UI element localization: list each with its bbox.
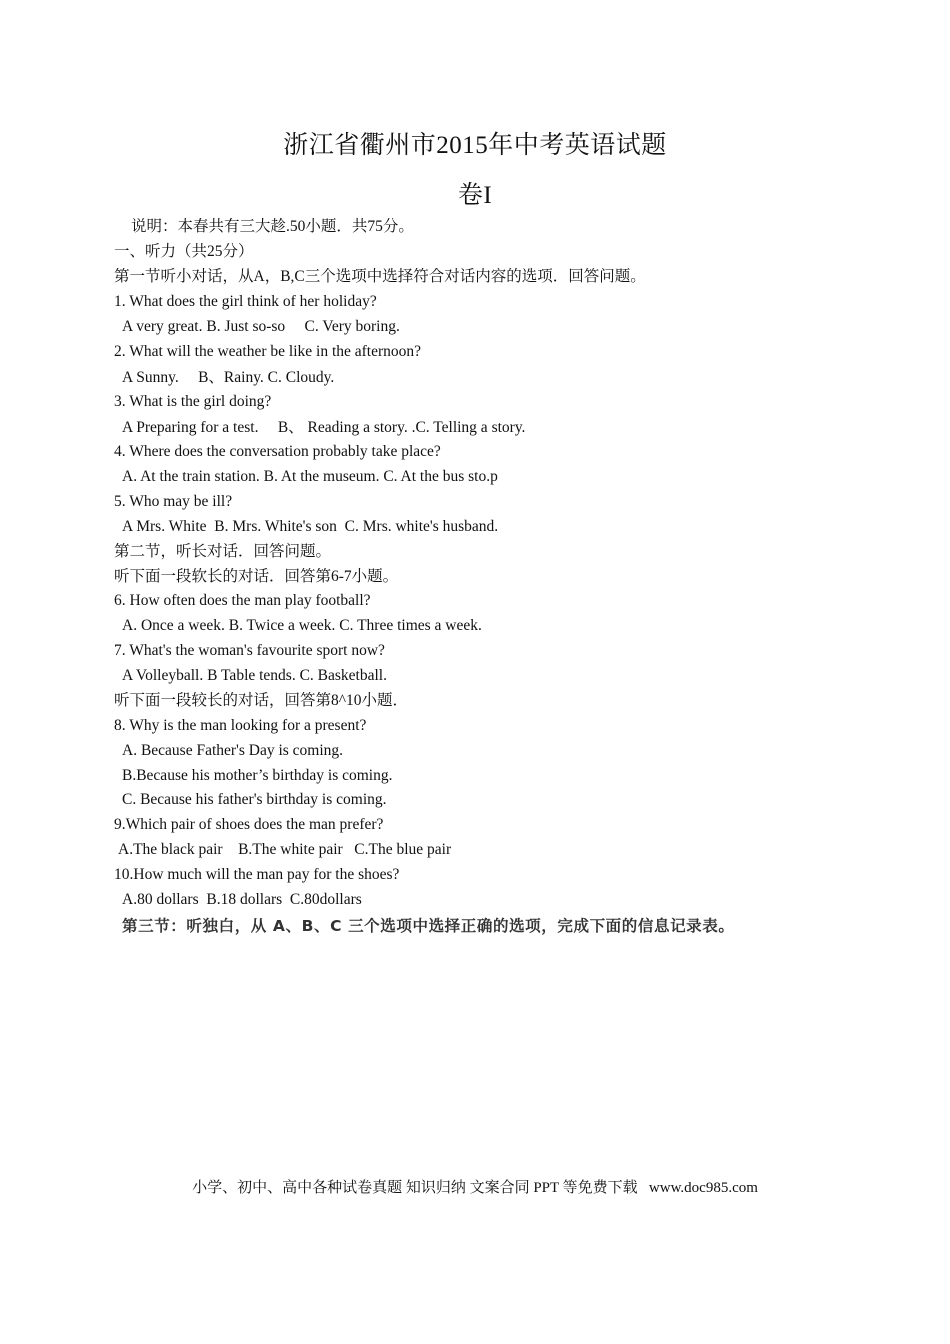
instructions: 说明：本春共有三大趁.50小题．共75分。 — [131, 218, 414, 235]
exam-subtitle: 卷I — [457, 182, 493, 209]
part-two-heading: 第二节，听长对话．回答问题。 — [114, 543, 332, 560]
options-4: A. At the train station. B. At the museum. C. At the bus sto.p — [122, 468, 498, 485]
option-8c: C. Because his father's birthday is coming. — [122, 791, 387, 808]
exam-title: 浙江省衢州市2015年中考英语试题 — [283, 132, 667, 159]
options-5: A Mrs. White B. Mrs. White's son C. Mrs. white's husband. — [122, 518, 499, 535]
question-2: 2. What will the weather be like in the afternoon? — [114, 343, 422, 360]
question-3: 3. What is the girl doing? — [114, 393, 272, 410]
question-4: 4. Where does the conversation probably take place? — [114, 443, 441, 460]
option-8a: A. Because Father's Day is coming. — [122, 742, 344, 759]
options-3: A Preparing for a test. B、 Reading a story. .C. Telling a story. — [122, 419, 526, 436]
question-7: 7. What's the woman's favourite sport now? — [114, 642, 385, 659]
question-6: 6. How often does the man play football? — [114, 592, 371, 609]
options-10: A.80 dollars B.18 dollars C.80dollars — [122, 891, 362, 908]
options-7: A Volleyball. B Table tends. C. Basketball. — [122, 667, 387, 684]
part-three-instruction: 第三节：听独白，从 A、B、C 三个选项中选择正确的选项，完成下面的信息记录表。 — [122, 917, 735, 935]
options-6: A. Once a week. B. Twice a week. C. Three times a week. — [122, 617, 482, 634]
part-one-instruction: 第一节听小对话，从A，B,C三个选项中选择符合对话内容的选项．回答问题。 — [114, 268, 646, 285]
section-heading-listening: 一、听力（共25分） — [114, 243, 254, 260]
option-8b: B.Because his mother’s birthday is coming. — [122, 767, 393, 784]
footer-text: 小学、初中、高中各种试卷真题 知识归纳 文案合同 PPT 等免费下载 www.doc985.com — [192, 1180, 758, 1196]
question-10: 10.How much will the man pay for the shoes? — [114, 866, 400, 883]
options-2: A Sunny. B、Rainy. C. Cloudy. — [122, 369, 335, 386]
part-two-instruction-a: 听下面一段软长的对话．回答第6-7小题。 — [114, 568, 399, 585]
options-1: A very great. B. Just so-so C. Very boring. — [122, 318, 400, 335]
question-5: 5. Who may be ill? — [114, 493, 233, 510]
options-9: A.The black pair B.The white pair C.The blue pair — [118, 841, 452, 858]
question-9: 9.Which pair of shoes does the man prefer? — [114, 816, 384, 833]
question-1: 1. What does the girl think of her holiday? — [114, 293, 377, 310]
question-8: 8. Why is the man looking for a present? — [114, 717, 367, 734]
part-two-instruction-b: 听下面一段较长的对话，回答第8^10小题． — [114, 692, 409, 709]
